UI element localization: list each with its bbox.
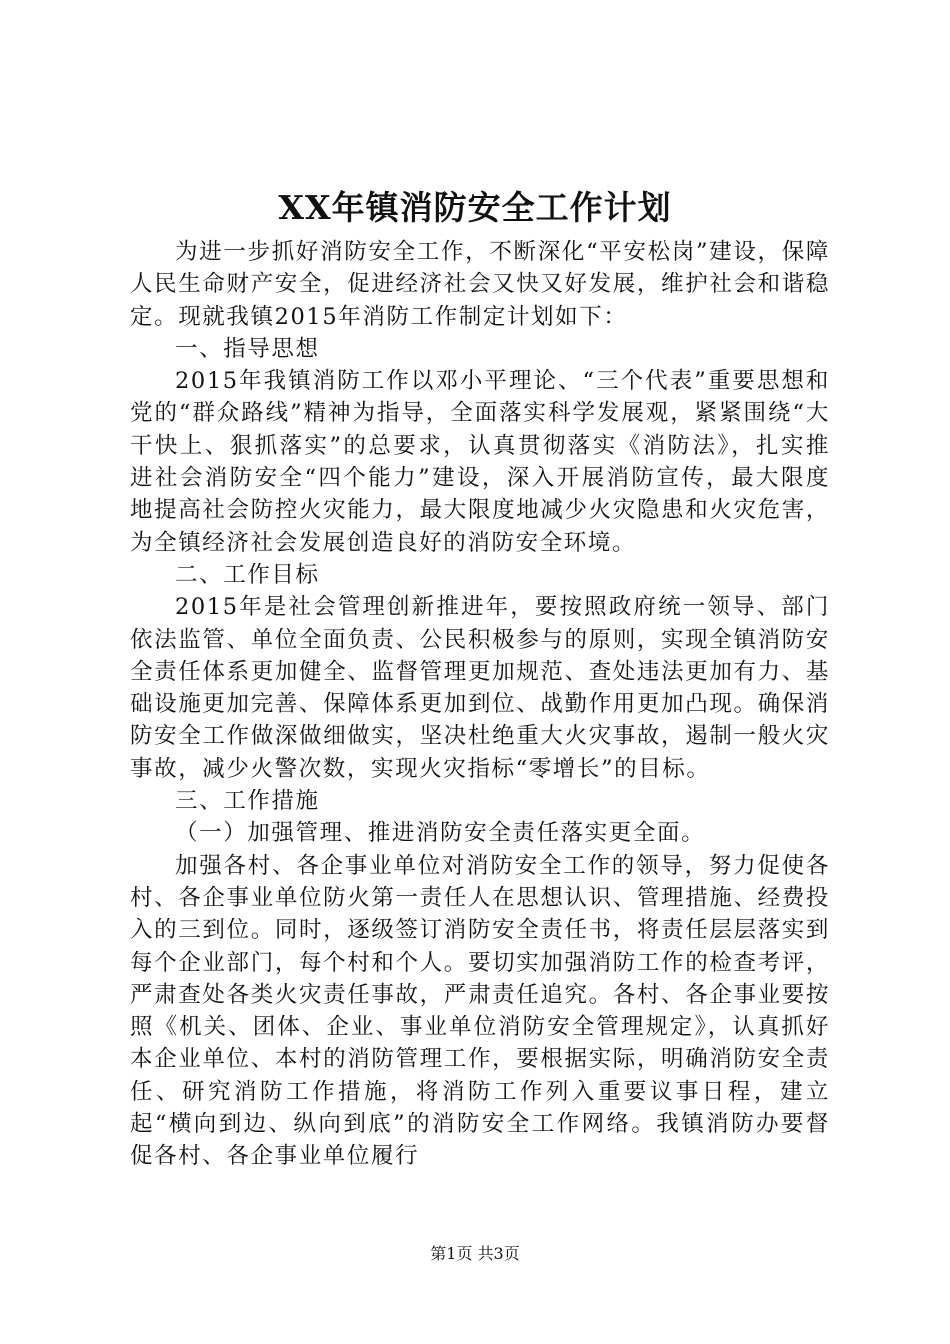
guiding-ideology-paragraph: 2015年我镇消防工作以邓小平理论、“三个代表”重要思想和党的“群众路线”精神为指导，全面落实科学发展观，紧紧围绕“大干快上、狠抓落实”的总要求，认真贯彻落实《消防法》，扎实推进社会消防安全“四个能力”建设，深入开展消防宣传，最大限度地提高社会防控火灾能力，最大限度地减少火灾隐患和火灾危害，为全镇经济社会发展创造良好的消防安全环境。 bbox=[130, 368, 830, 556]
intro-paragraph: 为进一步抓好消防安全工作，不断深化“平安松岗”建设，保障人民生命财产安全，促进经济社会又快又好发展，维护社会和谐稳定。现就我镇2015年消防工作制定计划如下： bbox=[130, 239, 830, 330]
document-body bbox=[130, 236, 830, 1173]
page-footer: 第1页 共3页 bbox=[430, 1244, 520, 1263]
subsection-heading-management: （一）加强管理、推进消防安全责任落实更全面。 bbox=[175, 820, 706, 847]
work-goals-paragraph: 2015年是社会管理创新推进年，要按照政府统一领导、部门依法监管、单位全面负责、公民积极参与的原则，实现全镇消防安全责任体系更加健全、监督管理更加规范、查处违法更加有力、基础设施更加完善、保障体系更加到位、战勤作用更加凸现。确保消防安全工作做深做细做实，坚决杜绝重大火灾事故，遏制一般火灾事故，减少火警次数，实现火灾指标“零增长”的目标。 bbox=[130, 594, 830, 782]
section-heading-guiding-ideology: 一、指导思想 bbox=[175, 335, 320, 362]
section-heading-work-measures: 三、工作措施 bbox=[175, 788, 320, 815]
management-paragraph: 加强各村、各企事业单位对消防安全工作的领导，努力促使各村、各企事业单位防火第一责任人在思想认识、管理措施、经费投入的三到位。同时，逐级签订消防安全责任书，将责任层层落实到每个企业部门，每个村和个人。要切实加强消防工作的检查考评，严肃查处各类火灾责任事故，严肃责任追究。各村、各企事业要按照《机关、团体、企业、事业单位消防安全管理规定》，认真抓好本企业单位、本村的消防管理工作，要根据实际，明确消防安全责任、研究消防工作措施，将消防工作列入重要议事日程，建立起“横向到边、纵向到底”的消防安全工作网络。我镇消防办要督促各村、各企事业单位履行 bbox=[130, 852, 830, 1170]
document-title: XX年镇消防安全工作计划 bbox=[278, 188, 672, 227]
section-heading-work-goals: 二、工作目标 bbox=[175, 561, 320, 588]
